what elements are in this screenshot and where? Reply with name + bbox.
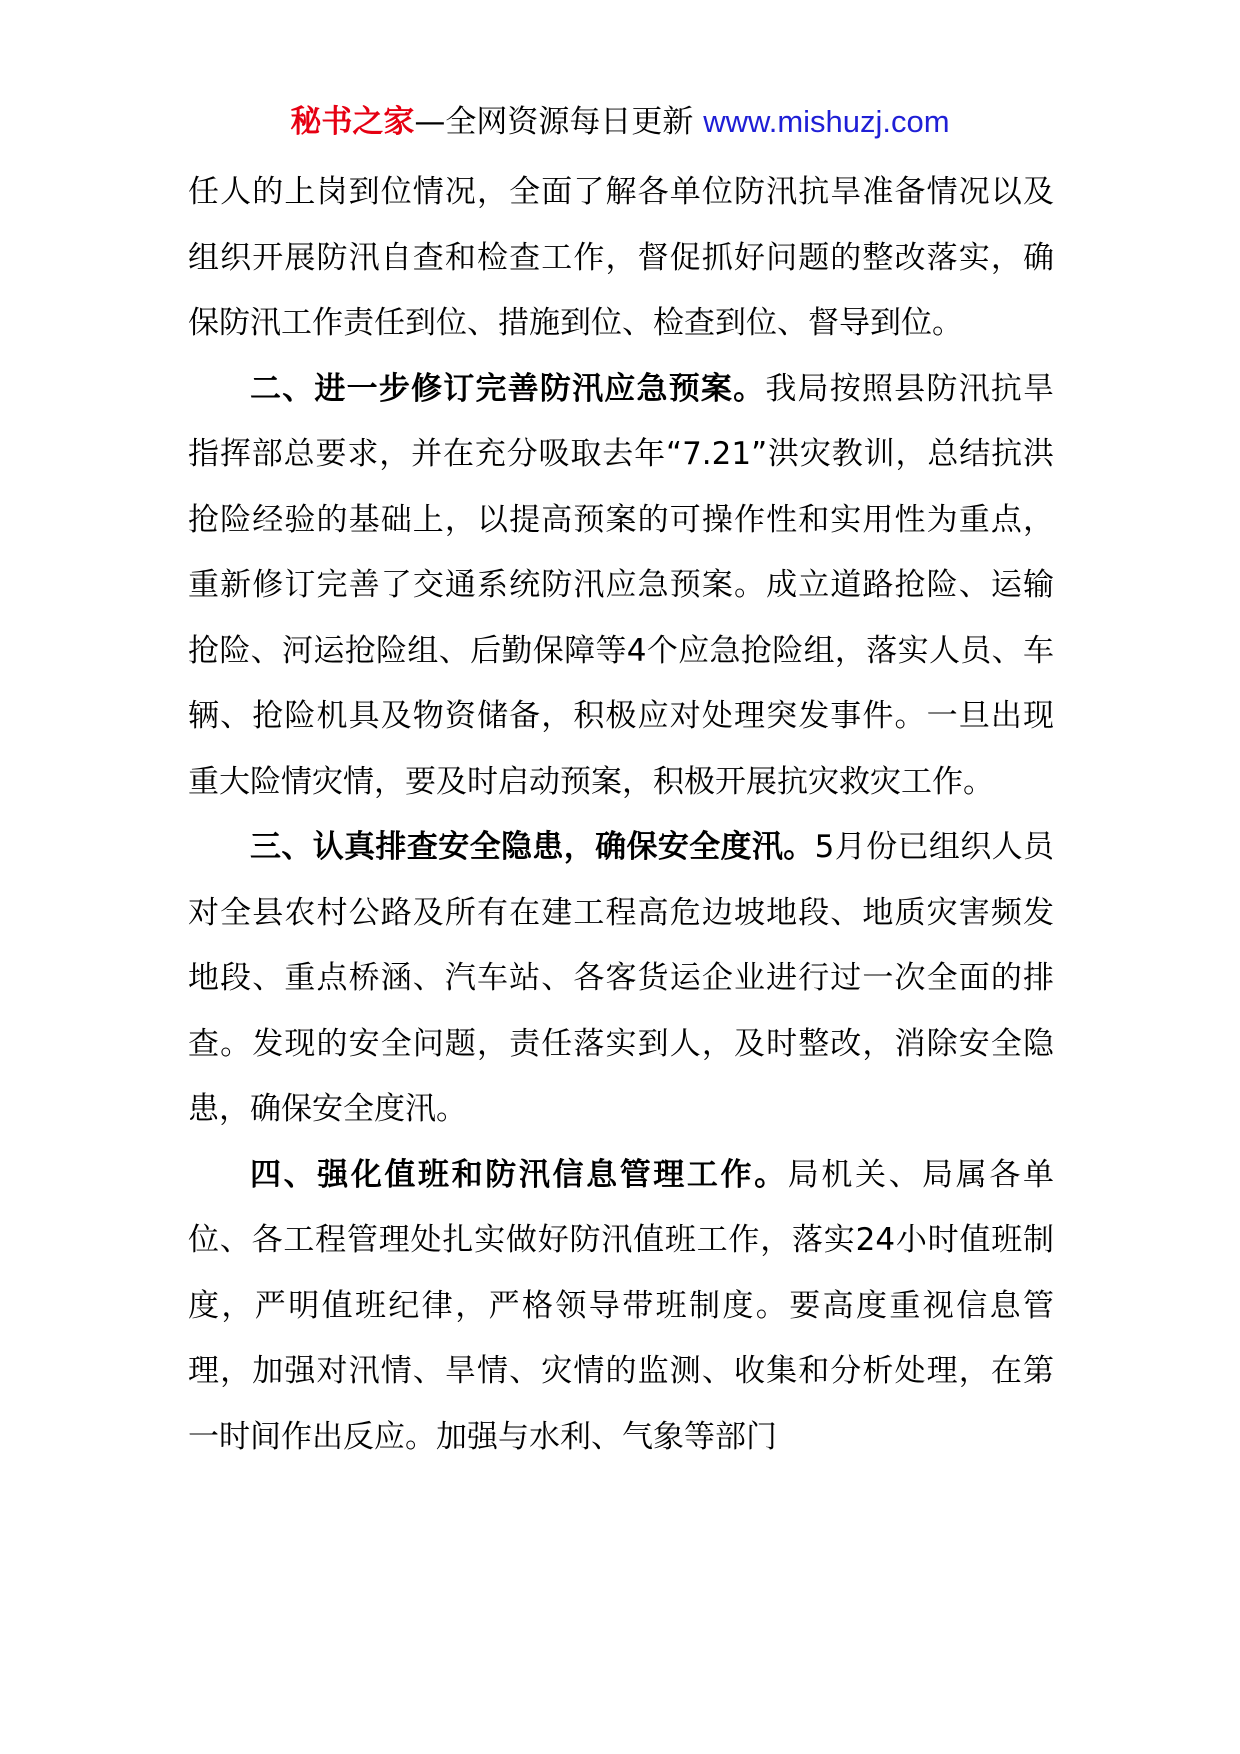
paragraph-text: 5月份已组织人员对全县农村公路及所有在建工程高危边坡地段、地质灾害频发地段、重点桥涵、汽车站、各客货运企业进行过一次全面的排查。发现的安全问题，责任落实到人，及时整改，消除安全隐患，确保安全度汛。 — [188, 829, 1054, 1127]
section-heading: 四、强化值班和防汛信息管理工作。 — [250, 1156, 788, 1193]
page-header — [0, 100, 1240, 144]
header-tagline: —全网资源每日更新 — [414, 104, 704, 140]
paragraph-1 — [188, 160, 1054, 357]
document-body — [188, 160, 1054, 1470]
paragraph-text: 任人的上岗到位情况，全面了解各单位防汛抗旱准备情况以及组织开展防汛自查和检查工作，督促抓好问题的整改落实，确保防汛工作责任到位、措施到位、检查到位、督导到位。 — [188, 174, 1054, 341]
paragraph-3 — [188, 815, 1054, 1143]
paragraph-2 — [188, 357, 1054, 816]
section-heading: 三、认真排查安全隐患，确保安全度汛。 — [250, 829, 815, 865]
paragraph-4 — [188, 1143, 1054, 1471]
paragraph-text: 我局按照县防汛抗旱指挥部总要求，并在充分吸取去年“7.21”洪灾教训，总结抗洪抢险经验的基础上，以提高预案的可操作性和实用性为重点，重新修订完善了交通系统防汛应急预案。成立道路抢险、运输抢险、河运抢险组、后勤保障等4个应急抢险组，落实人员、车辆、抢险机具及物资储备，积极应对处理突发事件。一旦出现重大险情灾情，要及时启动预案，积极开展抗灾救灾工作。 — [188, 370, 1055, 800]
paragraph-text: 局机关、局属各单位、各工程管理处扎实做好防汛值班工作，落实24小时值班制度，严明值班纪律，严格领导带班制度。要高度重视信息管理，加强对汛情、旱情、灾情的监测、收集和分析处理，在第一时间作出反应。加强与水利、气象等部门 — [188, 1156, 1055, 1455]
website-link[interactable]: www.mishuzj.com — [703, 104, 950, 139]
brand-name: 秘书之家 — [290, 104, 415, 140]
section-heading: 二、进一步修订完善防汛应急预案。 — [250, 370, 766, 407]
